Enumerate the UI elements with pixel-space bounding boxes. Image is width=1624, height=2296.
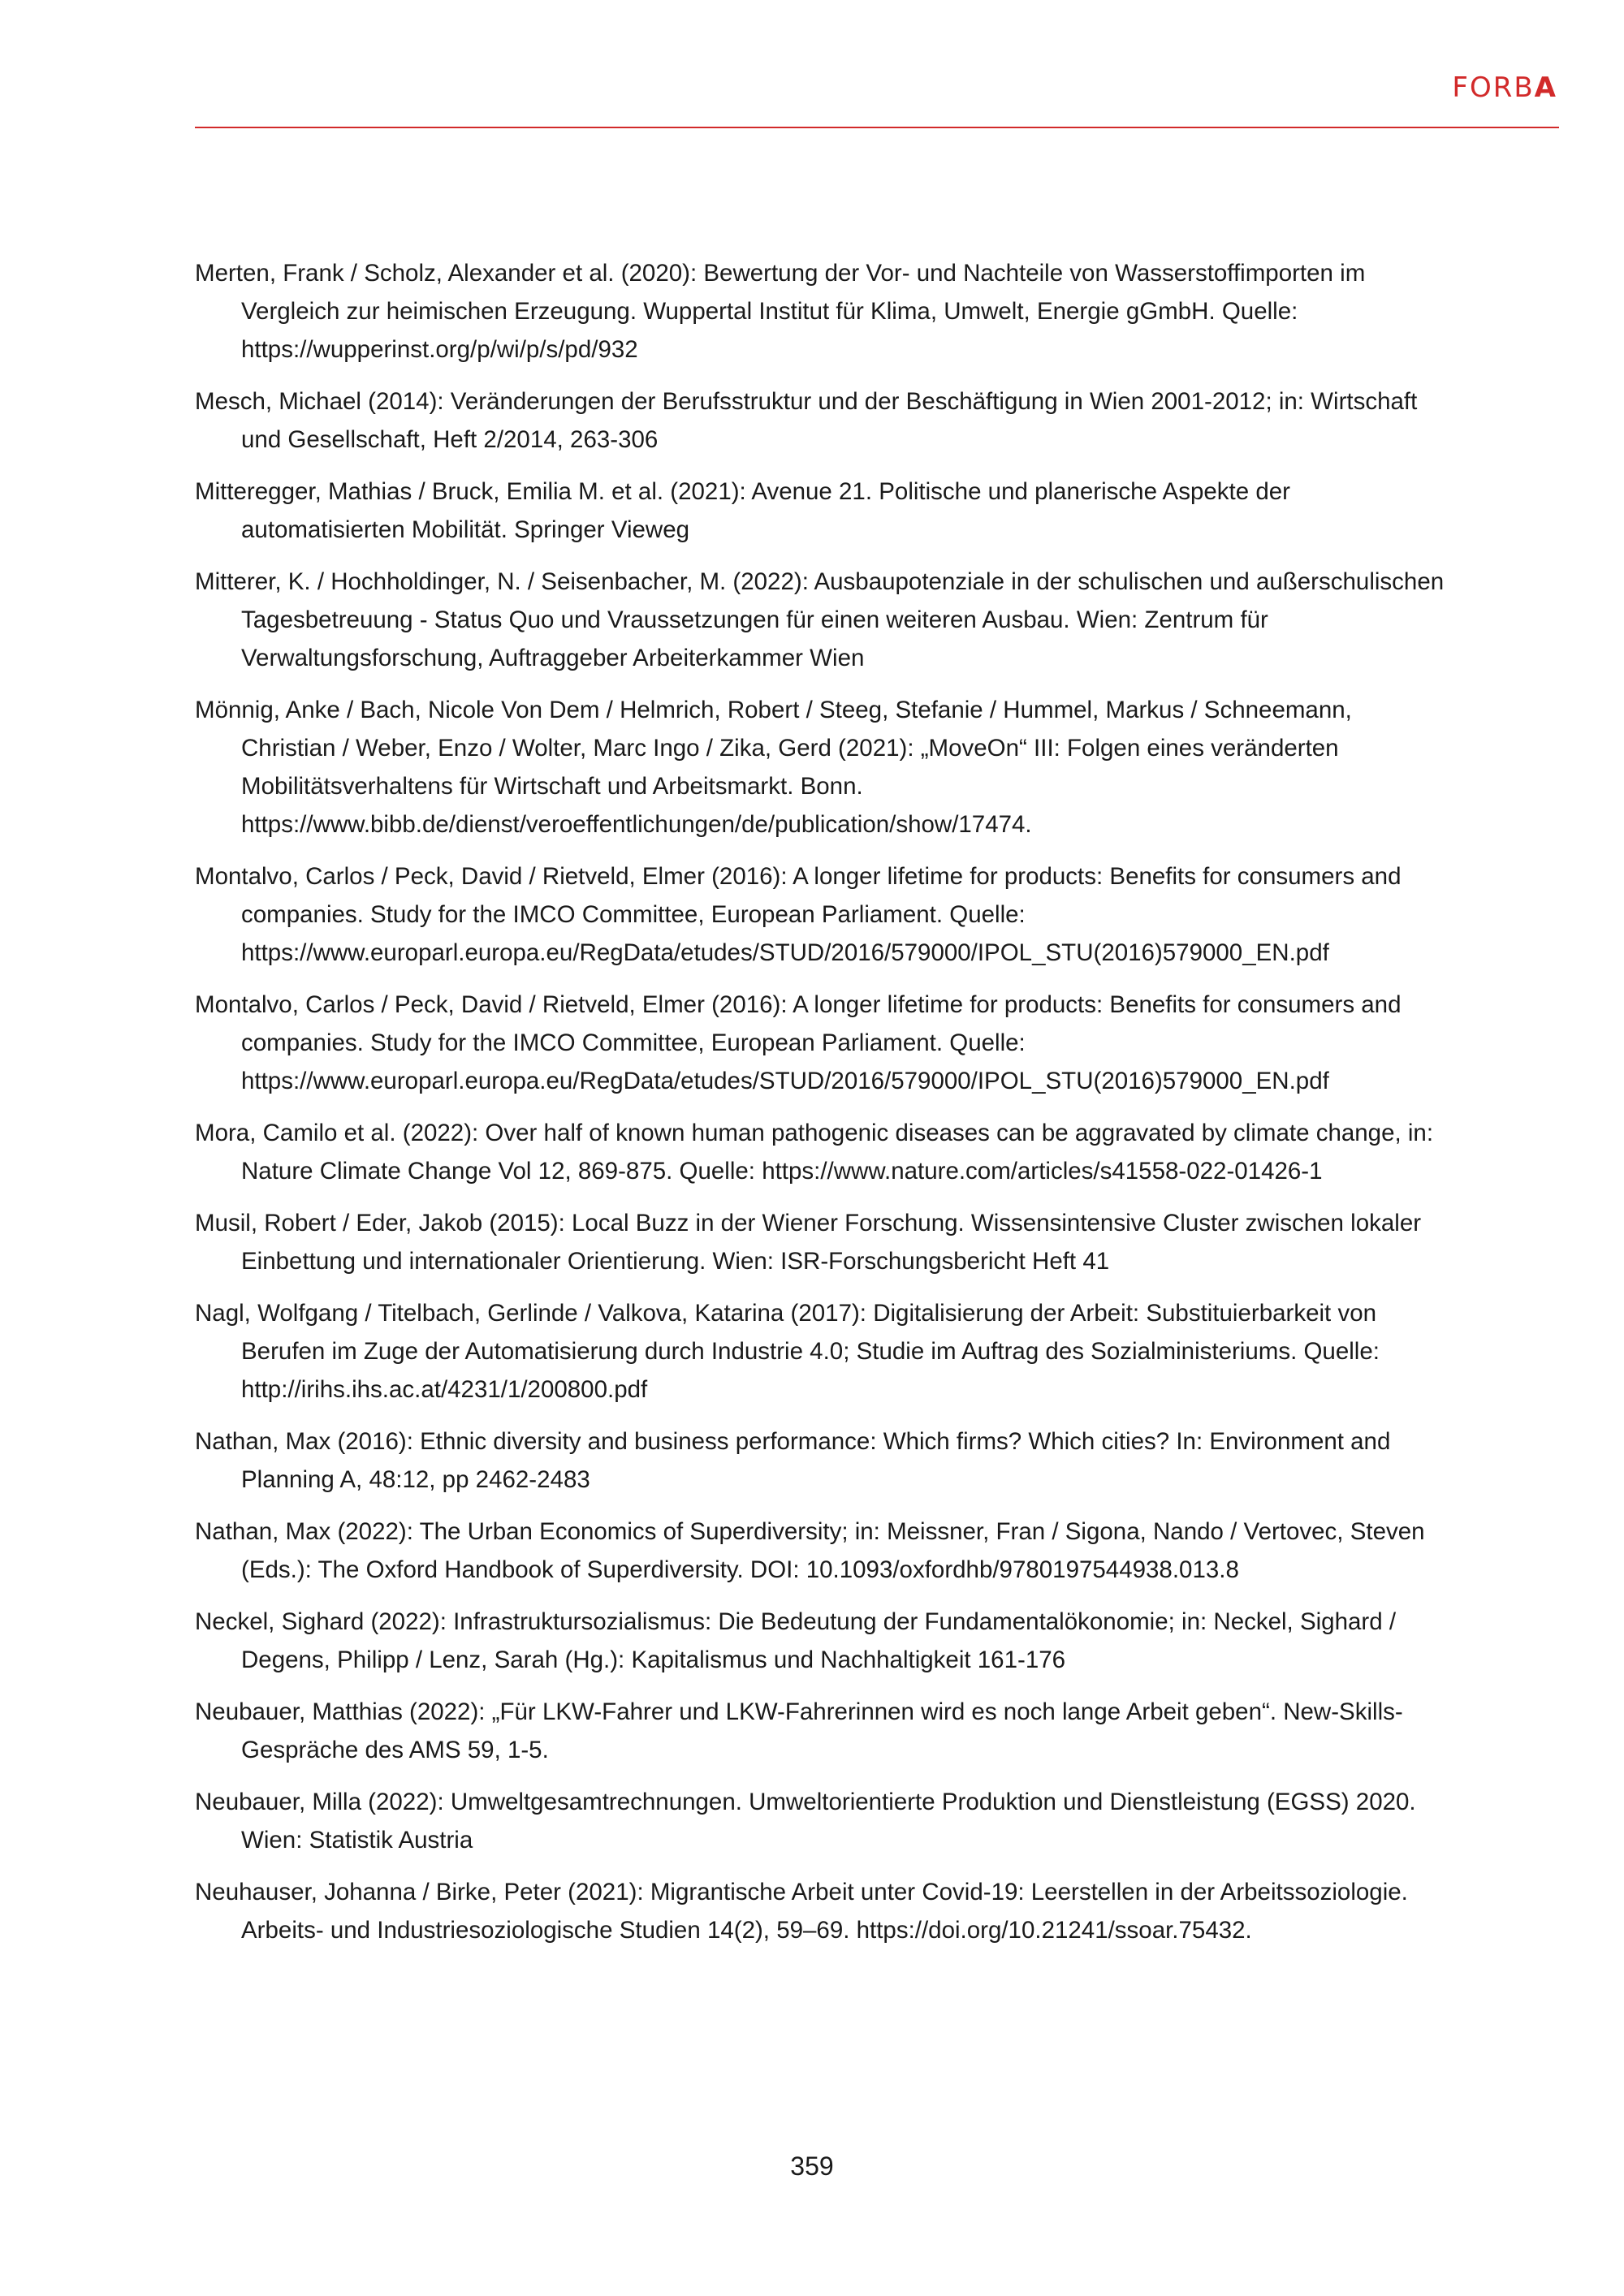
forba-logo [1452,71,1557,104]
header-divider [195,127,1559,128]
reference-entry: Neuhauser, Johanna / Birke, Peter (2021): Migrantische Arbeit unter Covid-19: Leerstellen in der Arbeitssoziologie. Arbeits- und Industriesoziologische Studien 14(2), 59–69. https://doi.org/10.21241/ssoar.75432. [195,1879,1408,1944]
reference-entry: Nathan, Max (2022): The Urban Economics of Superdiversity; in: Meissner, Fran / Sigona, Nando / Vertovec, Steven (Eds.): The Oxford Handbook of Superdiversity. DOI: 10.1093/oxfordhb/9780197544938.013.8 [195,1518,1425,1583]
reference-entry: Montalvo, Carlos / Peck, David / Rietveld, Elmer (2016): A longer lifetime for products: Benefits for consumers and companies. Study for the IMCO Committee, European Parliament. Quelle: https://www.europarl.europa.eu/RegData/etudes/STUD/2016/579000/IPOL_STU(2016)579000_EN.pdf [195,991,1402,1094]
logo-text-regular: FORB [1452,71,1535,104]
reference-entry: Mitteregger, Mathias / Bruck, Emilia M. et al. (2021): Avenue 21. Politische und planerische Aspekte der automatisierten Mobilität. Springer Vieweg [195,478,1290,543]
logo-text-bold: A [1534,71,1557,104]
reference-entry: Montalvo, Carlos / Peck, David / Rietveld, Elmer (2016): A longer lifetime for products: Benefits for consumers and companies. Study for the IMCO Committee, European Parliament. Quelle: https://www.europarl.europa.eu/RegData/etudes/STUD/2016/579000/IPOL_STU(2016)579000_EN.pdf [195,863,1402,966]
reference-list [195,254,1445,1963]
reference-entry: Neubauer, Matthias (2022): „Für LKW-Fahrer und LKW-Fahrerinnen wird es noch lange Arbeit geben“. New-Skills-Gespräche des AMS 59, 1-5. [195,1698,1403,1763]
reference-entry: Musil, Robert / Eder, Jakob (2015): Local Buzz in der Wiener Forschung. Wissensintensive Cluster zwischen lokaler Einbettung und internationaler Orientierung. Wien: ISR-Forschungsbericht Heft 41 [195,1210,1422,1275]
page-number: 359 [790,2151,834,2181]
reference-entry: Merten, Frank / Scholz, Alexander et al. (2020): Bewertung der Vor- und Nachteile von Wasserstoffimporten im Vergleich zur heimischen Erzeugung. Wuppertal Institut für Klima, Umwelt, Energie gGmbH. Quelle: https://wupperinst.org/p/wi/p/s/pd/932 [195,260,1366,363]
reference-entry: Neubauer, Milla (2022): Umweltgesamtrechnungen. Umweltorientierte Produktion und Dienstleistung (EGSS) 2020. Wien: Statistik Austria [195,1789,1416,1854]
reference-entry: Mitterer, K. / Hochholdinger, N. / Seisenbacher, M. (2022): Ausbaupotenziale in der schulischen und außerschulischen Tagesbetreuung - Status Quo und Vraussetzungen für einen weiteren Ausbau. Wien: Zentrum für Verwaltungsforschung, Auftraggeber Arbeiterkammer Wien [195,568,1445,671]
reference-entry: Mönnig, Anke / Bach, Nicole Von Dem / Helmrich, Robert / Steeg, Stefanie / Hummel, Markus / Schneemann, Christian / Weber, Enzo / Wolter, Marc Ingo / Zika, Gerd (2021): „MoveOn“ III: Folgen eines veränderten Mobilitätsverhaltens für Wirtschaft und Arbeitsmarkt. Bonn. https://www.bibb.de/dienst/veroeffentlichungen/de/publication/show/17474. [195,697,1352,838]
reference-entry: Nathan, Max (2016): Ethnic diversity and business performance: Which firms? Which cities? In: Environment and Planning A, 48:12, pp 2462-2483 [195,1428,1391,1493]
reference-entry: Mora, Camilo et al. (2022): Over half of known human pathogenic diseases can be aggravated by climate change, in: Nature Climate Change Vol 12, 869-875. Quelle: https://www.nature.com/articles/s41558-022-01426-1 [195,1120,1434,1185]
reference-entry: Nagl, Wolfgang / Titelbach, Gerlinde / Valkova, Katarina (2017): Digitalisierung der Arbeit: Substituierbarkeit von Berufen im Zuge der Automatisierung durch Industrie 4.0; Studie im Auftrag des Sozialministeriums. Quelle: http://irihs.ihs.ac.at/4231/1/200800.pdf [195,1300,1380,1403]
reference-entry: Mesch, Michael (2014): Veränderungen der Berufsstruktur und der Beschäftigung in Wien 2001-2012; in: Wirtschaft und Gesellschaft, Heft 2/2014, 263-306 [195,388,1418,453]
reference-entry: Neckel, Sighard (2022): Infrastruktursozialismus: Die Bedeutung der Fundamentalökonomie; in: Neckel, Sighard / Degens, Philipp / Lenz, Sarah (Hg.): Kapitalismus und Nachhaltigkeit 161-176 [195,1608,1397,1673]
